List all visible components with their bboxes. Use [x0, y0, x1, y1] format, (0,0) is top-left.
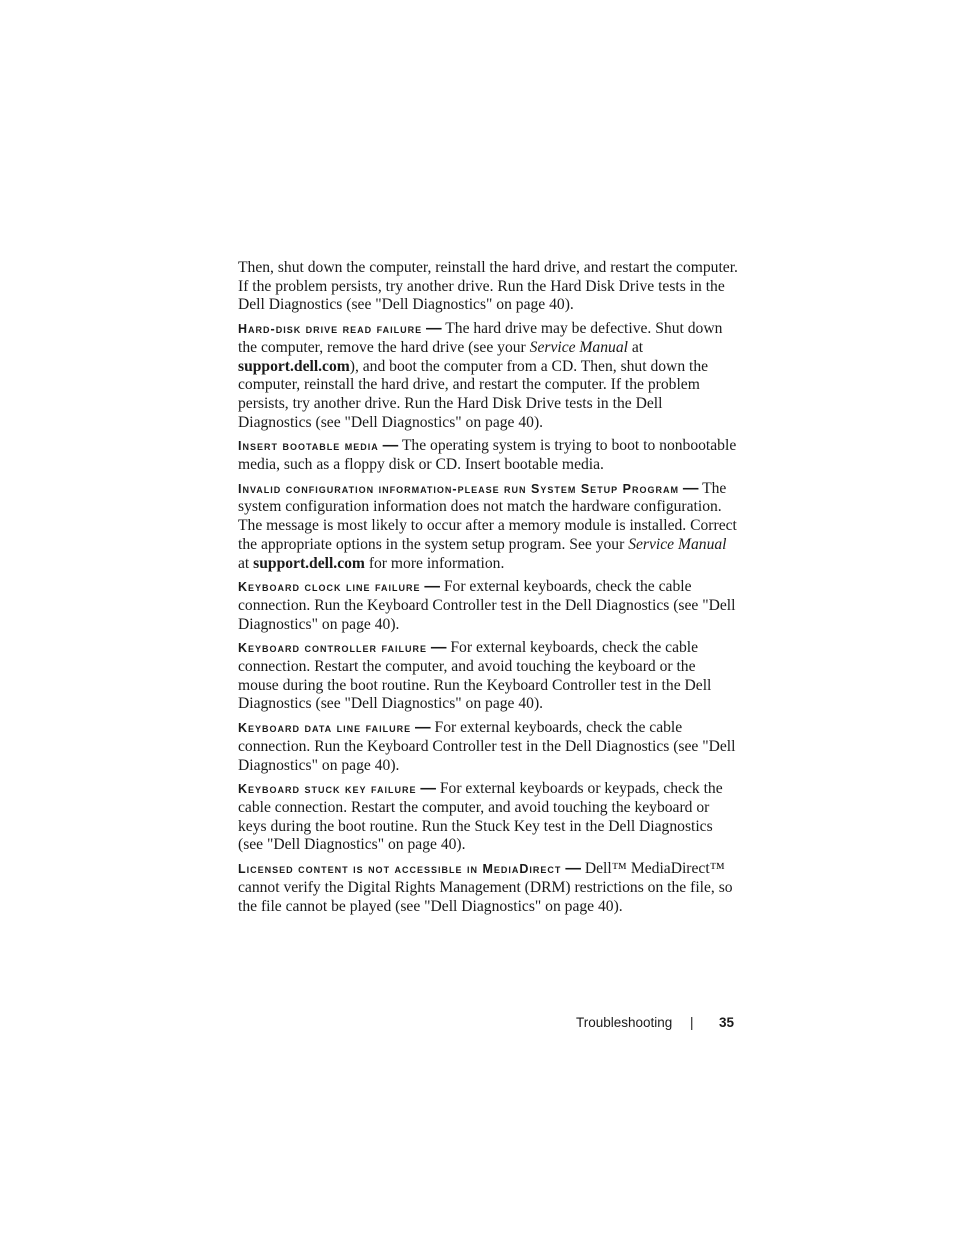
entry-hard-disk-read-failure	[238, 320, 738, 432]
entry-keyboard-controller-failure	[238, 639, 738, 714]
entry-dash: —	[382, 437, 399, 455]
entry-dash: —	[424, 578, 440, 596]
entry-text: at	[238, 554, 254, 572]
entry-text: For external keyboards, check the cable connection. Run the Keyboard Controller test in the Dell Diagnostics (see "Dell Diagnostics" on page 40).	[238, 719, 736, 774]
intro-paragraph: Then, shut down the computer, reinstall the hard drive, and restart the computer. If the problem persists, try another drive. Run the Hard Disk Drive tests in the Dell Diagnostics (see "Dell Diagnostics" on page 40).	[238, 259, 738, 314]
entry-text: The hard drive may be defective. Shut down the computer, remove the hard drive (see your	[238, 320, 723, 356]
entry-keyboard-stuck-key-failure	[238, 780, 738, 855]
entry-insert-bootable-media	[238, 437, 738, 474]
entry-text: For external keyboards, check the cable connection. Run the Keyboard Controller test in the Dell Diagnostics (see "Dell Diagnostics" on page 40).	[238, 578, 736, 633]
entry-keyboard-data-line-failure	[238, 719, 738, 775]
entry-text: For external keyboards, check the cable connection. Restart the computer, and avoid touching the keyboard or the mouse during the boot routine. Run the Keyboard Controller test in the Dell Diagnostics (see "Dell Diagnostics" on page 40).	[238, 639, 712, 713]
support-url: support.dell.com	[253, 554, 365, 572]
page-body	[238, 259, 738, 921]
page-footer	[0, 1015, 954, 1035]
entry-text: at	[627, 338, 644, 356]
support-url: support.dell.com	[238, 357, 350, 375]
entry-invalid-configuration	[238, 480, 738, 574]
entry-text: For external keyboards or keypads, check the cable connection. Restart the computer, and avoid touching the keyboard or keys during the boot routine. Run the Stuck Key test in the Dell Diagnostics (see "Dell Diagnostics" on page 40).	[238, 780, 723, 854]
entry-text: Dell™ MediaDirect™ cannot verify the Digital Rights Management (DRM) restrictions on the file, so the file cannot be played (see "Dell Diagnostics" on page 40).	[238, 860, 733, 915]
entry-term: Keyboard controller failure	[238, 641, 427, 656]
footer-section-title: Troubleshooting	[576, 1015, 673, 1030]
entry-term: Hard-disk drive read failure	[238, 322, 423, 337]
page-number: 35	[719, 1015, 735, 1030]
entry-term: Keyboard clock line failure	[238, 580, 421, 595]
entry-dash: —	[565, 860, 581, 878]
entry-text: The operating system is trying to boot to nonbootable media, such as a floppy disk or CD. Insert bootable media.	[238, 437, 737, 474]
entry-dash: —	[420, 780, 436, 798]
entry-term: Licensed content is not accessible in MediaDirect	[238, 862, 562, 877]
entry-dash: —	[430, 639, 447, 657]
entry-term: Keyboard stuck key failure	[238, 782, 417, 797]
entry-text: The system configuration information does not match the hardware configuration. The message is most likely to occur after a memory module is installed. Correct the appropriate options in the system setup program. See your	[238, 479, 737, 553]
entry-dash: —	[415, 719, 431, 737]
entry-term: Invalid configuration information-please run System Setup Program	[238, 481, 679, 496]
entry-term: Insert bootable media	[238, 439, 379, 454]
footer-separator: |	[690, 1015, 694, 1030]
entry-dash: —	[426, 320, 442, 338]
entry-text: for more information.	[364, 554, 505, 572]
entry-text: ), and boot the computer from a CD. Then, shut down the computer, reinstall the hard drive, and restart the computer. If the problem persists, try another drive. Run the Hard Disk Drive tests in the Dell Diagnostics (see "Dell Diagnostics" on page 40).	[238, 357, 709, 431]
service-manual-ref: Service Manual	[628, 535, 727, 553]
entry-dash: —	[682, 479, 699, 497]
entry-keyboard-clock-line-failure	[238, 578, 738, 634]
entry-licensed-content-mediadirect	[238, 860, 738, 916]
entry-term: Keyboard data line failure	[238, 721, 412, 736]
service-manual-ref: Service Manual	[529, 338, 628, 356]
